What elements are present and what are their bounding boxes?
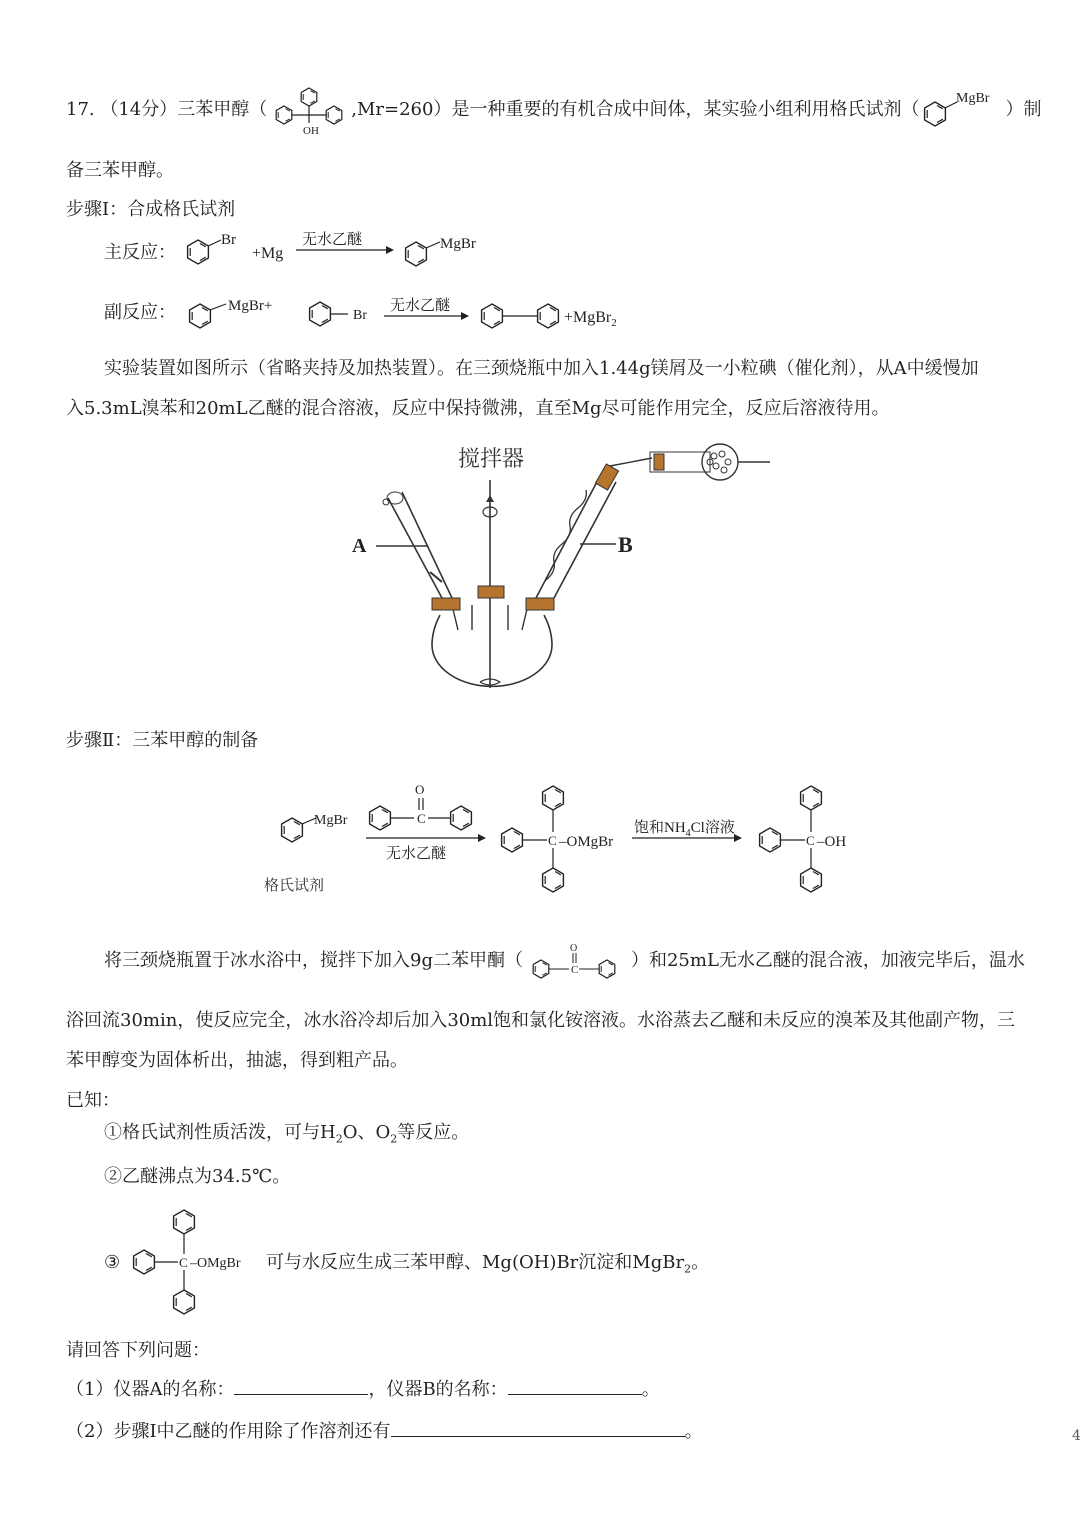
arrow-icon: [478, 834, 486, 842]
known-item-2: ②乙醚沸点为34.5℃。: [104, 1166, 291, 1187]
mgbr-label: MgBr: [956, 91, 990, 106]
step2-heading: 步骤Ⅱ：三苯甲醇的制备: [66, 730, 259, 751]
nh4cl-condition-label: 饱和$NH_4Cl$溶液: [634, 820, 735, 839]
answer-blank-b[interactable]: [508, 1376, 642, 1395]
triphenylmethanol-structure-icon: [267, 85, 351, 135]
label-b: B: [618, 532, 633, 557]
svg-text:–OMgBr: –OMgBr: [190, 1256, 241, 1271]
known-item-3: ③: [104, 1252, 121, 1273]
answer-blank-a[interactable]: [234, 1376, 368, 1395]
svg-text:OH: OH: [303, 125, 320, 137]
svg-text:C: C: [179, 1255, 188, 1270]
page-number: 4: [1072, 1428, 1081, 1444]
condition-label: 无水乙醚: [302, 232, 363, 248]
oh-label: –OH: [817, 834, 847, 850]
benzophenone-icon: [523, 941, 631, 981]
question-2: （2）步骤Ⅰ中乙醚的作用除了作溶剂还有 。: [66, 1418, 703, 1445]
known-heading: 已知：: [66, 1090, 120, 1111]
grignard-reagent-label: 格氏试剂: [264, 878, 325, 894]
svg-text:C: C: [806, 833, 815, 848]
step2-paragraph-continued: 浴回流30min，使反应完全，冰水浴冷却后加入30ml饱和氯化铵溶液。水浴蒸去乙醚和未反应的溴苯及其他副产物，三: [66, 1010, 1016, 1031]
known-item-3-text: 可与水反应生成三苯甲醇、Mg(OH)Br沉淀和MgBr$_2$。: [266, 1252, 710, 1276]
label-a: A: [352, 535, 367, 557]
stirrer-label: 搅拌器: [458, 446, 525, 471]
mgbr2-label: +MgBr$_2$: [564, 309, 617, 329]
step2-paragraph-end: 苯甲醇变为固体析出，抽滤，得到粗产品。: [66, 1050, 408, 1071]
br-label: Br: [221, 232, 236, 248]
svg-text:C: C: [548, 833, 557, 848]
svg-text:O: O: [569, 943, 578, 954]
phenylmagnesium-bromide-icon: [919, 90, 1005, 130]
svg-text:C: C: [570, 964, 579, 976]
mgbr-plus-label: MgBr+: [228, 298, 273, 314]
apparatus-diagram: [340, 440, 780, 720]
question-title-continued: 备三苯甲醇。: [66, 160, 174, 181]
triphenylmethoxy-mgbr-structure-icon: [124, 1204, 266, 1320]
main-reaction-scheme: [176, 226, 516, 276]
step1-heading: 步骤Ⅰ：合成格氏试剂: [66, 199, 236, 220]
svg-text:O: O: [415, 782, 425, 797]
side-reaction-scheme: [176, 290, 656, 336]
question-title: 17. （14分）三苯甲醇（ OH ,Mr=260）是一种重要的有机合成中间体，某实验小组利用格氏试剂（ MgBr ）制: [66, 97, 1041, 123]
svg-text:C: C: [417, 811, 426, 826]
side-reaction: 副反应：: [104, 302, 176, 323]
answer-blank-c[interactable]: [391, 1418, 685, 1437]
condition-label: 无水乙醚: [390, 298, 451, 314]
step2-reaction-scheme: [256, 772, 876, 912]
omgbr-label: –OMgBr: [559, 834, 614, 850]
questions-heading: 请回答下列问题：: [66, 1340, 210, 1361]
step1-description: 实验装置如图所示（省略夹持及加热装置）。在三颈烧瓶中加入1.44g镁屑及一小粒碘（催化剂），从A中缓慢加: [104, 358, 979, 379]
known-item-1: ①格氏试剂性质活泼，可与$H_2O$、$O_2$等反应。: [104, 1122, 470, 1146]
question-1: （1）仪器A的名称： ，仪器B的名称： 。: [66, 1376, 660, 1403]
mg-label: +Mg: [252, 245, 284, 262]
mgbr-label: MgBr: [314, 813, 348, 828]
arrow-icon: [461, 312, 469, 320]
main-reaction: 主反应：: [104, 242, 176, 263]
br-label: Br: [353, 308, 367, 323]
mgbr-label: MgBr: [440, 236, 476, 252]
arrow-icon: [734, 834, 742, 842]
arrow-icon: [386, 246, 394, 254]
step1-description-continued: 入5.3mL溴苯和20mL乙醚的混合溶液，反应中保持微沸，直至Mg尽可能作用完全，反应后溶液待用。: [66, 398, 890, 419]
condition-label: 无水乙醚: [386, 846, 447, 862]
step2-paragraph: 将三颈烧瓶置于冰水浴中，搅拌下加入9g二苯甲酮（ C O ）和25mL无水乙醚的混合液，加液完毕后，温水: [104, 948, 1025, 974]
